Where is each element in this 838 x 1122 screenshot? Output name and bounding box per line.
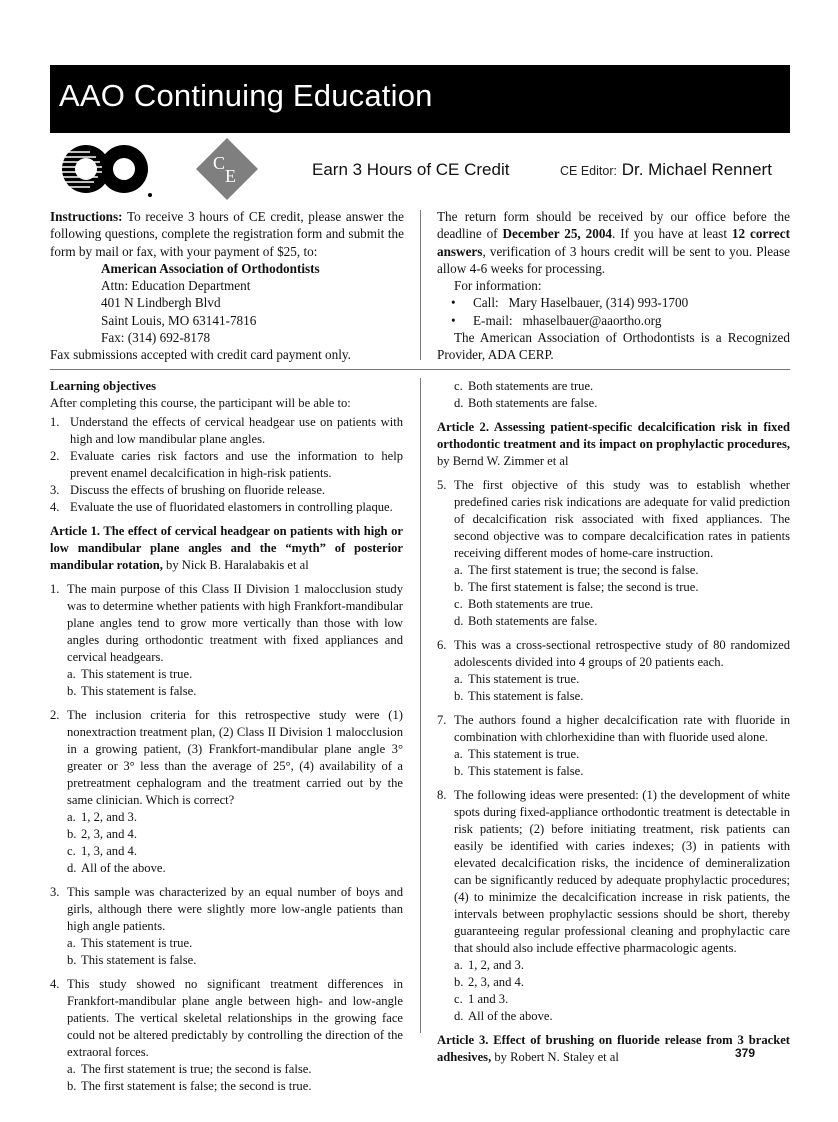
- svg-text:C: C: [213, 153, 226, 173]
- left-column: [50, 378, 403, 1095]
- answer-option[interactable]: c. 1 and 3.: [454, 992, 509, 1006]
- answer-option[interactable]: a. 1, 2, and 3.: [454, 958, 524, 972]
- answer-option[interactable]: a. The first statement is true; the second is false.: [454, 563, 699, 577]
- section-divider: [50, 369, 790, 370]
- address-fax: Fax: (314) 692-8178: [101, 330, 211, 346]
- answer-option[interactable]: a. The first statement is true; the second is false.: [67, 1062, 312, 1076]
- instructions-right: [437, 208, 790, 364]
- objectives-list: [50, 414, 403, 516]
- objective-item: 2. Evaluate caries risk factors and use the information to help prevent enamel decalcification in high-risk patients.: [50, 449, 403, 480]
- article-3-heading: Article 3. Effect of brushing on fluoride release from 3 bracket adhesives, by Robert N. Staley et al: [437, 1033, 790, 1064]
- column-divider-lower: [420, 378, 421, 1033]
- answer-option[interactable]: c. 1, 3, and 4.: [67, 844, 137, 858]
- address-attn: Attn: Education Department: [101, 278, 251, 294]
- objectives-intro: After completing this course, the participant will be able to:: [50, 396, 351, 410]
- svg-text:E: E: [225, 166, 236, 186]
- page-number: 379: [735, 1046, 756, 1060]
- answer-option[interactable]: a. This statement is true.: [67, 936, 193, 950]
- ce-diamond-icon: [196, 138, 258, 200]
- address-org: American Association of Orthodontists: [101, 260, 320, 276]
- answer-option[interactable]: d. Both statements are false.: [454, 614, 598, 628]
- fax-note: Fax submissions accepted with credit card payment only.: [50, 347, 351, 363]
- earn-credit-heading: Earn 3 Hours of CE Credit: [312, 160, 510, 179]
- answer-option[interactable]: d. All of the above.: [454, 1009, 553, 1023]
- provider-note: The American Association of Orthodontists is a Recognized Provider, ADA CERP.: [437, 330, 790, 363]
- question-2: 2. The inclusion criteria for this retrospective study were (1) nonextraction treatment plan, (2) Class II Division 1 malocclusion in a growing patient, (3) Frankfort-mandibular plane angle 3° greater or 3° less than the average of 25°, (4) availability of a pretreatment cephalogram and the treatment carried out by the same clinician. Which is correct? a. 1, 2, and 3. b. 2, 3, and 4. c. 1, 3, and 4. d. All of the above.: [50, 708, 403, 875]
- question-1: 1. The main purpose of this Class II Division 1 malocclusion study was to determine whether patients with high Frankfort-mandibular plane angles tend to grow more vertically than those with low angles during orthodontic treatment with fixed appliances and cervical headgears. a. This statement is true. b. This statement is false.: [50, 582, 403, 698]
- column-divider: [420, 210, 421, 360]
- question-3: 3. This sample was characterized by an equal number of boys and girls, although there were slightly more low-angle patients than high angle patients. a. This statement is true. b. This statement is false.: [50, 885, 403, 967]
- answer-option[interactable]: c. Both statements are true.: [454, 597, 594, 611]
- answer-option[interactable]: d. All of the above.: [67, 861, 166, 875]
- objective-item: 4. Evaluate the use of fluoridated elastomers in controlling plaque.: [50, 500, 393, 514]
- answer-option[interactable]: d. Both statements are false.: [454, 396, 598, 410]
- answer-option[interactable]: b. 2, 3, and 4.: [67, 827, 137, 841]
- objective-item: 1. Understand the effects of cervical headgear use on patients with high and low mandibular plane angles.: [50, 415, 403, 446]
- address-street: 401 N Lindbergh Blvd: [101, 295, 221, 311]
- answer-option[interactable]: b. This statement is false.: [454, 689, 584, 703]
- return-deadline-text: The return form should be received by our office before the deadline of December 25, 2004. If you have at least 12 correct answers, verification of 3 hours credit will be sent to you. Please allow 4-6 weeks for processing.: [437, 209, 790, 276]
- question-6: 6. This was a cross-sectional retrospective study of 80 randomized adolescents divided into 4 groups of 20 patients each. a. This statement is true. b. This statement is false.: [437, 638, 790, 703]
- question-7: 7. The authors found a higher decalcification rate with fluoride in combination with chlorhexidine than with fluoride used alone. a. This statement is true. b. This statement is false.: [437, 713, 790, 778]
- instructions-text: To receive 3 hours of CE credit, please answer the following questions, complete the registration form and submit the form by mail or fax, with your payment of $25, to:: [50, 209, 404, 259]
- answer-option[interactable]: a. This statement is true.: [454, 747, 580, 761]
- answer-option[interactable]: b. The first statement is false; the second is true.: [454, 580, 699, 594]
- answer-option[interactable]: c. Both statements are true.: [454, 379, 594, 393]
- answer-option[interactable]: b. This statement is false.: [67, 953, 197, 967]
- answer-option[interactable]: a. This statement is true.: [454, 672, 580, 686]
- article-2-heading: Article 2. Assessing patient-specific decalcification risk in fixed orthodontic treatment and its impact on prophylactic procedures, by Bernd W. Zimmer et al: [437, 420, 790, 468]
- ce-editor: [560, 160, 772, 180]
- contact-call: • Call: Mary Haselbauer, (314) 993-1700: [451, 295, 689, 311]
- editor-name: Dr. Michael Rennert: [621, 160, 772, 179]
- contact-email[interactable]: • E-mail: mhaselbauer@aaortho.org: [451, 312, 662, 328]
- answer-option[interactable]: b. The first statement is false; the second is true.: [67, 1079, 312, 1093]
- right-column: [437, 378, 790, 1066]
- answer-option[interactable]: b. This statement is false.: [67, 684, 197, 698]
- answer-option[interactable]: a. 1, 2, and 3.: [67, 810, 137, 824]
- for-info-label: For information:: [454, 278, 542, 294]
- article-1-heading: Article 1. The effect of cervical headgear on patients with high or low mandibular plane angles and the “myth” of posterior mandibular rotation, by Nick B. Haralabakis et al: [50, 524, 403, 572]
- address-city: Saint Louis, MO 63141-7816: [101, 312, 257, 328]
- instructions-left: [50, 208, 404, 364]
- instructions-label: Instructions:: [50, 209, 123, 224]
- page-title: AAO Continuing Education: [59, 78, 433, 113]
- deadline: December 25, 2004: [502, 226, 613, 242]
- mailing-address: [50, 260, 404, 346]
- question-5: 5. The first objective of this study was to establish whether predefined caries risk indications are adequate for valid prediction of decalcification risk associated with fixed appliances. The second objective was to compare decalcification rates in patients receiving different modes of home-care instruction. a. The first statement is true; the second is false. b. The first statement is false; the second is true. c. Both statements are true. d. Both statements are false.: [437, 478, 790, 628]
- correct-answers: 12 correct answers: [437, 226, 790, 259]
- objective-item: 3. Discuss the effects of brushing on fluoride release.: [50, 483, 326, 497]
- editor-label: CE Editor:: [560, 164, 617, 178]
- answer-option[interactable]: b. 2, 3, and 4.: [454, 975, 524, 989]
- question-8: 8. The following ideas were presented: (1) the development of white spots during fixed-appliance orthodontic treatment is detectable in risk patients; (2) before initiating treatment, risk patients can easily be identified with caries indexes; (3) in patients with elevated decalcification risks, the incidence of demineralization can be significantly reduced by adequate prophylactic procedures; (4) to minimize the decalcification increase in risk patients, the intervals between prophylactic sessions should be short, thereby guaranteeing regular professional cleaning and prophylactic care that should also include effective pharmacologic agents. a. 1, 2, and 3. b. 2, 3, and 4. c. 1 and 3. d. All of the above.: [437, 788, 790, 1023]
- question-4: 4. This study showed no significant treatment differences in Frankfort-mandibular plane angle between high- and low-angle patients. The vertical skeletal relationships in the growing face could not be altered predictably by controlling the direction of the extraoral forces. a. The first statement is true; the second is false. b. The first statement is false; the second is true.: [50, 977, 403, 1093]
- aao-logo-icon: [50, 140, 158, 198]
- objectives-title: Learning objectives: [50, 379, 156, 393]
- answer-option[interactable]: b. This statement is false.: [454, 764, 584, 778]
- answer-option[interactable]: a. This statement is true.: [67, 667, 193, 681]
- header-banner: [50, 65, 790, 133]
